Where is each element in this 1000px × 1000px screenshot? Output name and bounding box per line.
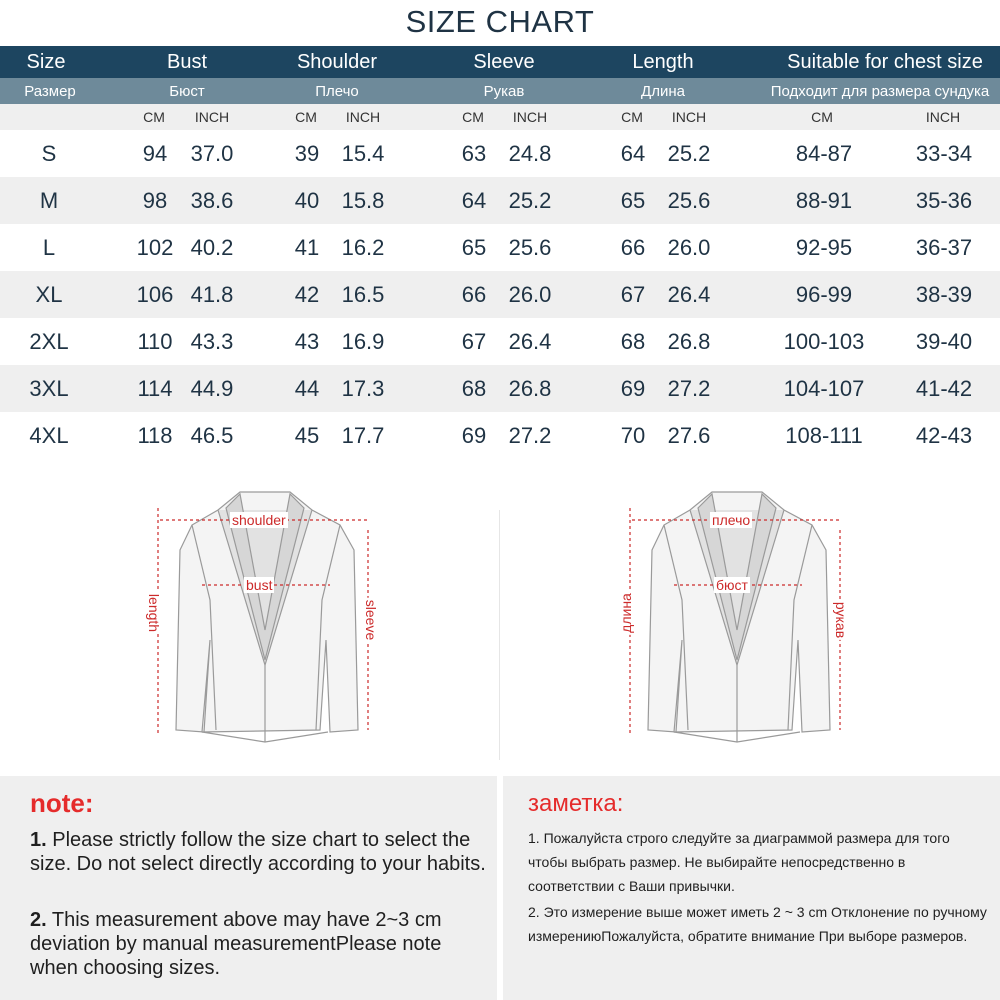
chest-inch-cell: 42-43 xyxy=(915,422,973,448)
sleeve-cm-cell: 65 xyxy=(461,234,487,260)
chest-cm-cell: 100-103 xyxy=(783,328,865,354)
shoulder-cm-cell: 42 xyxy=(294,281,320,307)
shoulder-inch-cell: 15.4 xyxy=(341,140,385,166)
bust-cm-cell: 110 xyxy=(137,328,173,354)
note-item-number: 2. xyxy=(30,909,47,931)
table-row xyxy=(0,130,1000,177)
unit-label: CM xyxy=(295,109,317,125)
header-row-russian xyxy=(0,78,1000,104)
length-cm-cell: 69 xyxy=(620,375,646,401)
unit-label: CM xyxy=(462,109,484,125)
size-cell: XL xyxy=(35,281,63,307)
shoulder-cm-cell: 40 xyxy=(294,187,320,213)
sleeve-inch-cell: 26.0 xyxy=(508,281,552,307)
chest-cm-cell: 108-111 xyxy=(785,422,863,448)
bust-cm-cell: 102 xyxy=(136,234,174,260)
shoulder-cm-cell: 43 xyxy=(294,328,320,354)
unit-label: INCH xyxy=(671,109,707,125)
shoulder-label: shoulder xyxy=(232,512,286,528)
table-row xyxy=(0,271,1000,318)
header-chest-size-ru: Подходит для размера сундука xyxy=(770,82,990,100)
length-inch-cell: 25.6 xyxy=(667,187,711,213)
page-title: SIZE CHART xyxy=(405,4,595,39)
notes-section xyxy=(0,776,1000,1000)
unit-label: INCH xyxy=(194,109,230,125)
chest-cm-cell: 88-91 xyxy=(795,187,853,213)
length-inch-cell: 27.6 xyxy=(667,422,711,448)
shoulder-inch-cell: 15.8 xyxy=(341,187,385,213)
header-chest-size: Suitable for chest size xyxy=(787,50,983,73)
length-cm-cell: 67 xyxy=(620,281,646,307)
header-bust-ru: Бюст xyxy=(169,82,205,100)
header-size: Size xyxy=(26,50,66,73)
header-bust: Bust xyxy=(166,50,208,73)
length-label: length xyxy=(146,593,163,633)
length-inch-cell: 26.8 xyxy=(667,328,711,354)
length-inch-cell: 25.2 xyxy=(667,140,711,166)
length-label: длина xyxy=(617,593,634,633)
unit-label: INCH xyxy=(512,109,548,125)
sleeve-cm-cell: 66 xyxy=(461,281,487,307)
sleeve-inch-cell: 24.8 xyxy=(508,140,552,166)
note-title: note: xyxy=(30,788,94,818)
chest-inch-cell: 36-37 xyxy=(915,234,973,260)
shoulder-inch-cell: 17.7 xyxy=(341,422,385,448)
unit-label: CM xyxy=(811,109,833,125)
bust-cm-cell: 114 xyxy=(137,375,173,401)
bust-cm-cell: 94 xyxy=(142,140,168,166)
sleeve-cm-cell: 63 xyxy=(461,140,487,166)
size-cell: 4XL xyxy=(29,422,69,448)
note-title: заметка: xyxy=(528,790,624,817)
header-shoulder: Shoulder xyxy=(296,50,378,73)
shoulder-cm-cell: 44 xyxy=(294,375,320,401)
note-item-text: Please strictly follow the size chart to select the size. Do not select directly according to your habits. xyxy=(30,829,486,875)
length-cm-cell: 64 xyxy=(620,140,646,166)
jacket-diagram-russian xyxy=(612,480,862,750)
chest-inch-cell: 39-40 xyxy=(915,328,973,354)
chest-cm-cell: 92-95 xyxy=(795,234,853,260)
sleeve-inch-cell: 26.4 xyxy=(508,328,552,354)
size-cell: 3XL xyxy=(29,375,69,401)
size-cell: L xyxy=(42,234,56,260)
shoulder-inch-cell: 17.3 xyxy=(341,375,385,401)
units-row xyxy=(0,104,1000,130)
length-cm-cell: 68 xyxy=(620,328,646,354)
header-shoulder-ru: Плечо xyxy=(315,82,359,100)
sleeve-inch-cell: 26.8 xyxy=(508,375,552,401)
shoulder-inch-cell: 16.9 xyxy=(341,328,385,354)
bust-inch-cell: 46.5 xyxy=(190,422,234,448)
bust-cm-cell: 106 xyxy=(136,281,174,307)
header-sleeve: Sleeve xyxy=(473,50,535,73)
shoulder-label: плечо xyxy=(712,512,751,528)
chest-cm-cell: 104-107 xyxy=(783,375,865,401)
bust-inch-cell: 38.6 xyxy=(190,187,234,213)
chest-cm-cell: 84-87 xyxy=(795,140,853,166)
note-item-2: 2. Это измерение выше может иметь 2 ~ 3 cm Отклонение по ручному измерениюПожалуйста, обратите внимание При выборе размеров. xyxy=(528,904,987,944)
note-item-2 xyxy=(30,908,488,980)
sleeve-cm-cell: 64 xyxy=(461,187,487,213)
sleeve-label: рукав xyxy=(833,601,850,639)
bust-inch-cell: 44.9 xyxy=(190,375,234,401)
chest-inch-cell: 41-42 xyxy=(915,375,973,401)
bust-label: бюст xyxy=(716,577,748,593)
figure-divider xyxy=(499,510,500,760)
unit-label: CM xyxy=(143,109,165,125)
shoulder-cm-cell: 41 xyxy=(294,234,320,260)
note-panel-english xyxy=(0,776,497,1000)
chest-cm-cell: 96-99 xyxy=(795,281,853,307)
size-cell: S xyxy=(41,140,57,166)
table-row xyxy=(0,177,1000,224)
chest-inch-cell: 33-34 xyxy=(915,140,973,166)
sleeve-label: sleeve xyxy=(363,599,380,641)
bust-cm-cell: 98 xyxy=(142,187,168,213)
note-item-text: This measurement above may have 2~3 cm deviation by manual measurementPlease note when choosing sizes. xyxy=(30,909,442,979)
shoulder-cm-cell: 45 xyxy=(294,422,320,448)
sleeve-inch-cell: 25.2 xyxy=(508,187,552,213)
sleeve-inch-cell: 27.2 xyxy=(508,422,552,448)
sleeve-cm-cell: 69 xyxy=(461,422,487,448)
note-panel-russian xyxy=(503,776,1000,1000)
shoulder-inch-cell: 16.5 xyxy=(341,281,385,307)
table-row xyxy=(0,412,1000,459)
bust-label: bust xyxy=(246,577,273,593)
bust-inch-cell: 40.2 xyxy=(190,234,234,260)
table-row xyxy=(0,365,1000,412)
note-item-1: 1. Пожалуйста строго следуйте за диаграммой размера для того чтобы выбрать размер. Не выбирайте непосредственно в соответствии с Ваши привычки. xyxy=(528,830,950,894)
length-cm-cell: 70 xyxy=(620,422,646,448)
chest-inch-cell: 35-36 xyxy=(915,187,973,213)
header-length: Length xyxy=(632,50,694,73)
sleeve-inch-cell: 25.6 xyxy=(508,234,552,260)
length-inch-cell: 27.2 xyxy=(667,375,711,401)
unit-label: INCH xyxy=(345,109,381,125)
header-size-ru: Размер xyxy=(24,82,76,100)
jacket-diagram-english xyxy=(140,480,390,750)
header-row-english xyxy=(0,46,1000,78)
size-cell: M xyxy=(39,187,59,213)
length-cm-cell: 65 xyxy=(620,187,646,213)
size-cell: 2XL xyxy=(29,328,69,354)
bust-cm-cell: 118 xyxy=(137,422,173,448)
header-sleeve-ru: Рукав xyxy=(483,82,525,100)
note-item-1 xyxy=(30,828,488,876)
shoulder-cm-cell: 39 xyxy=(294,140,320,166)
unit-label: INCH xyxy=(925,109,961,125)
bust-inch-cell: 41.8 xyxy=(190,281,234,307)
length-cm-cell: 66 xyxy=(620,234,646,260)
note-item-number: 1. xyxy=(30,829,47,851)
header-length-ru: Длина xyxy=(641,82,685,100)
bust-inch-cell: 43.3 xyxy=(190,328,234,354)
sleeve-cm-cell: 67 xyxy=(461,328,487,354)
sleeve-cm-cell: 68 xyxy=(461,375,487,401)
bust-inch-cell: 37.0 xyxy=(190,140,234,166)
table-row xyxy=(0,318,1000,365)
table-row xyxy=(0,224,1000,271)
length-inch-cell: 26.4 xyxy=(667,281,711,307)
chest-inch-cell: 38-39 xyxy=(915,281,973,307)
length-inch-cell: 26.0 xyxy=(667,234,711,260)
shoulder-inch-cell: 16.2 xyxy=(341,234,385,260)
unit-label: CM xyxy=(621,109,643,125)
